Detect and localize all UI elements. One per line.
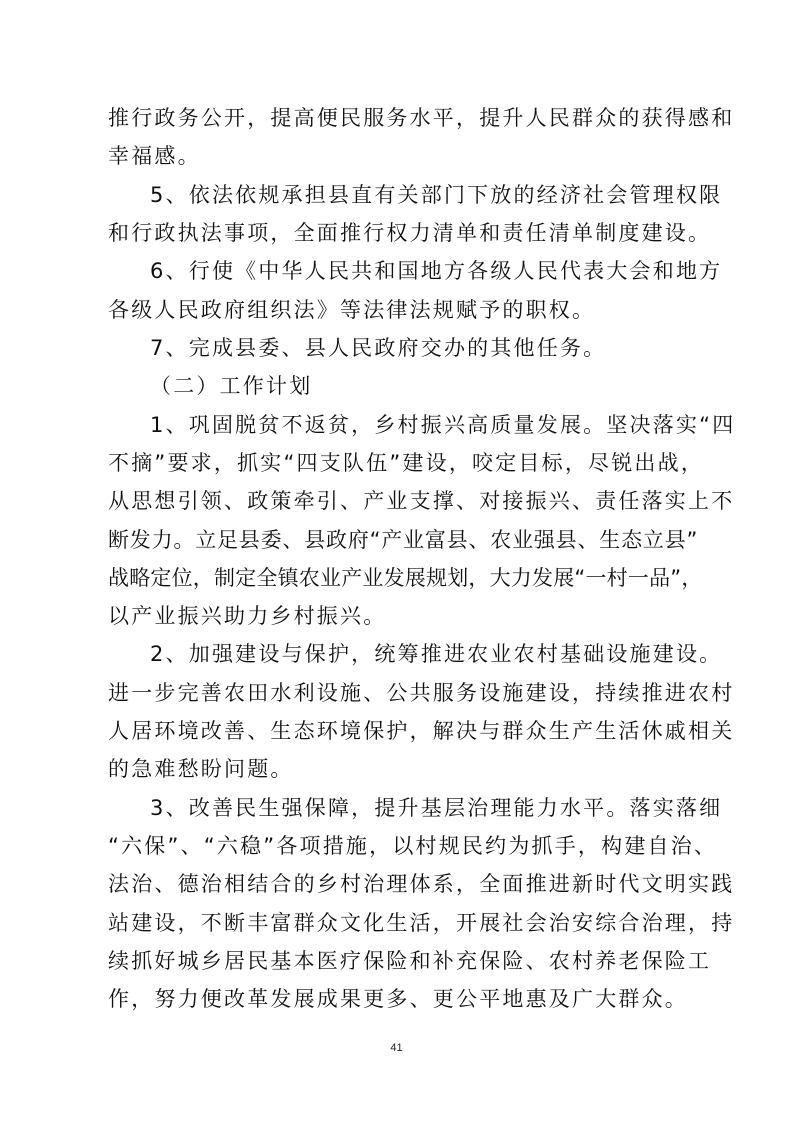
text-line: 各级人民政府组织法》等法律法规赋予的职权。 [108, 298, 596, 322]
text-line: “六保”、“六稳”各项措施，以村规民约为抓手，构建自治、 [108, 834, 718, 858]
text-line: 从思想引领、政策牵引、产业支撑、对接振兴、责任落实上不 [108, 489, 735, 513]
text-line: 和行政执法事项，全面推行权力清单和责任清单制度建设。 [108, 221, 712, 245]
text-line: 6、行使《中华人民共和国地方各级人民代表大会和地方 [150, 259, 723, 283]
text-line: 幸福感。 [108, 144, 201, 168]
section-heading: （二）工作计划 [150, 374, 313, 398]
text-line: 推行政务公开，提高便民服务水平，提升人民群众的获得感和 [108, 106, 735, 130]
text-line: 人居环境改善、生态环境保护，解决与群众生产生活休戚相关 [108, 719, 735, 743]
text-line: 断发力。立足县委、县政府“产业富县、农业强县、生态立县” [108, 528, 699, 552]
text-line: 进一步完善农田水利设施、公共服务设施建设，持续推进农村 [108, 681, 735, 705]
text-line: 战略定位，制定全镇农业产业发展规划，大力发展“一村一品”， [108, 566, 703, 590]
text-line: 的急难愁盼问题。 [108, 757, 294, 781]
text-line: 法治、德治相结合的乡村治理体系，全面推进新时代文明实践 [108, 872, 735, 896]
text-line: 1、巩固脱贫不返贫，乡村振兴高质量发展。坚决落实“四 [150, 413, 736, 437]
text-line: 以产业振兴助力乡村振兴。 [108, 604, 387, 628]
text-line: 不摘”要求，抓实“四支队伍”建设，咬定目标，尽锐出战， [108, 451, 705, 475]
text-line: 站建设，不断丰富群众文化生活，开展社会治安综合治理，持 [108, 911, 735, 935]
text-line: 5、依法依规承担县直有关部门下放的经济社会管理权限 [150, 183, 723, 207]
text-line: 3、改善民生强保障，提升基层治理能力水平。落实落细 [150, 796, 723, 820]
page-number: 41 [390, 1042, 403, 1054]
text-line: 7、完成县委、县人民政府交办的其他任务。 [150, 336, 607, 360]
text-line: 续抓好城乡居民基本医疗保险和补充保险、农村养老保险工 [108, 949, 712, 973]
text-line: 2、加强建设与保护，统筹推进农业农村基础设施建设。 [150, 642, 723, 666]
text-line: 作，努力便改革发展成果更多、更公平地惠及广大群众。 [108, 987, 688, 1011]
